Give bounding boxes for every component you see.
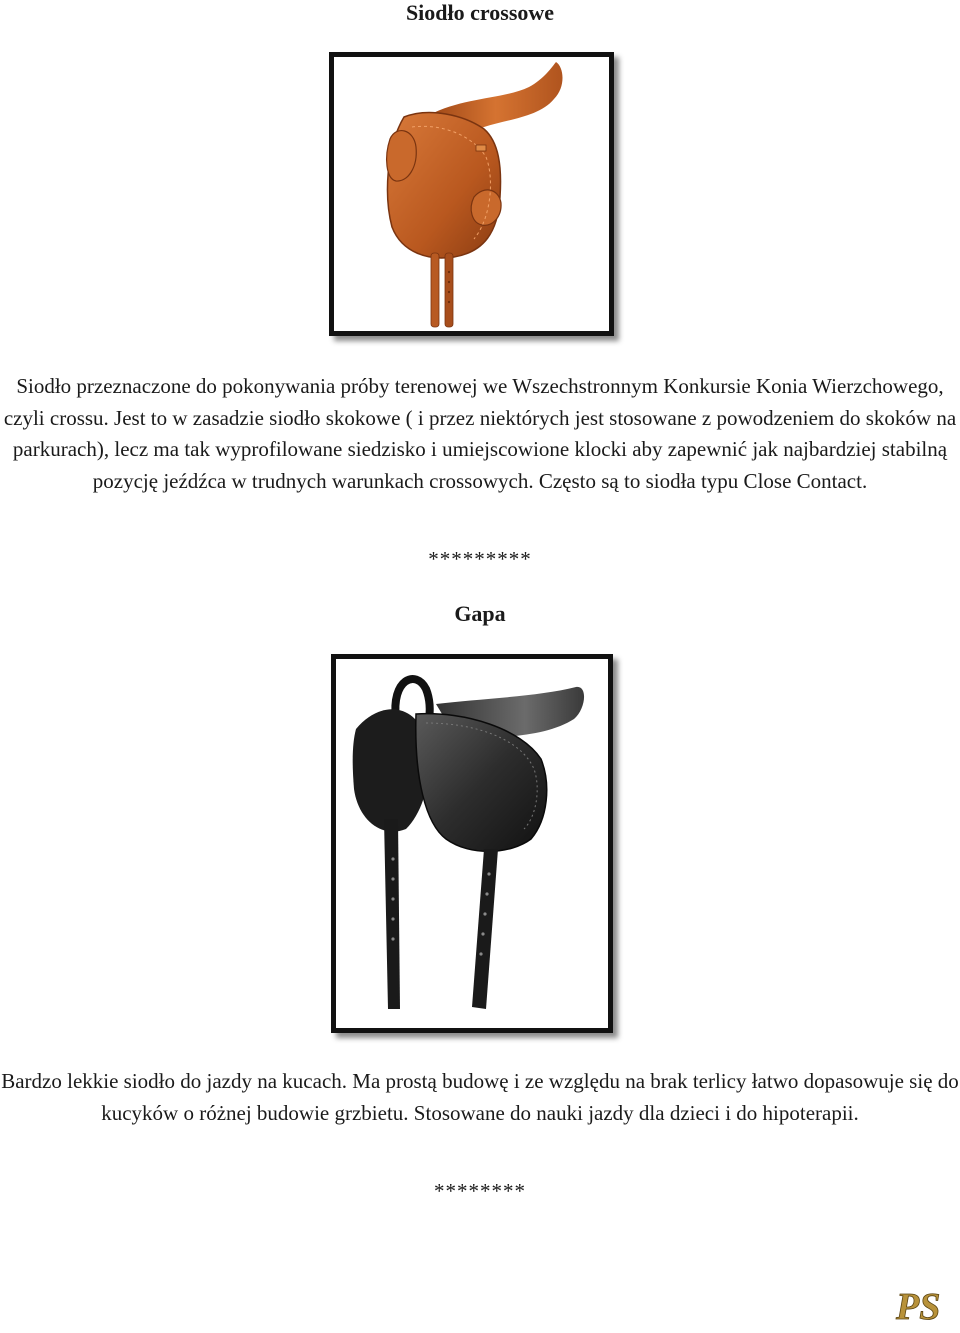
section-description: Bardzo lekkie siodło do jazdy na kucach. Ma prostą budowę i ze względu na brak terlicy łatwo dopasowuje się do kucyków o różnej budowie grzbietu. Stosowane do nauki jazdy dla dzieci i do hipoterapii. [1,1069,959,1125]
saddle-photo-crossowe [329,52,614,336]
section-description: Siodło przeznaczone do pokonywania próby terenowej we Wszechstronnym Konkursie Konia Wierzchowego, czyli crossu. Jest to w zasadzie siodło skokowe ( i przez niektórych jest stosowane z powodzeniem do skoków na parkurach), lecz ma tak wyprofilowane siedzisko i umiejscowione klocki aby zapewnić jak najbardziej stabilną pozycję jeźdźca w trudnych warunkach crossowych. Często są to siodła typu Close Contact. [3,374,957,493]
separator-stars: ********* [428,547,532,571]
svg-text:PS: PS [896,1286,941,1328]
section-title: Siodło crossowe [405,0,555,25]
section-title: Gapa [454,601,506,626]
saddle-photo-gapa [331,654,613,1033]
ps-logo-icon [894,1285,956,1329]
separator-stars: ******** [434,1179,526,1203]
brown-saddle-illustration [334,57,609,331]
black-saddle-illustration [336,659,608,1028]
